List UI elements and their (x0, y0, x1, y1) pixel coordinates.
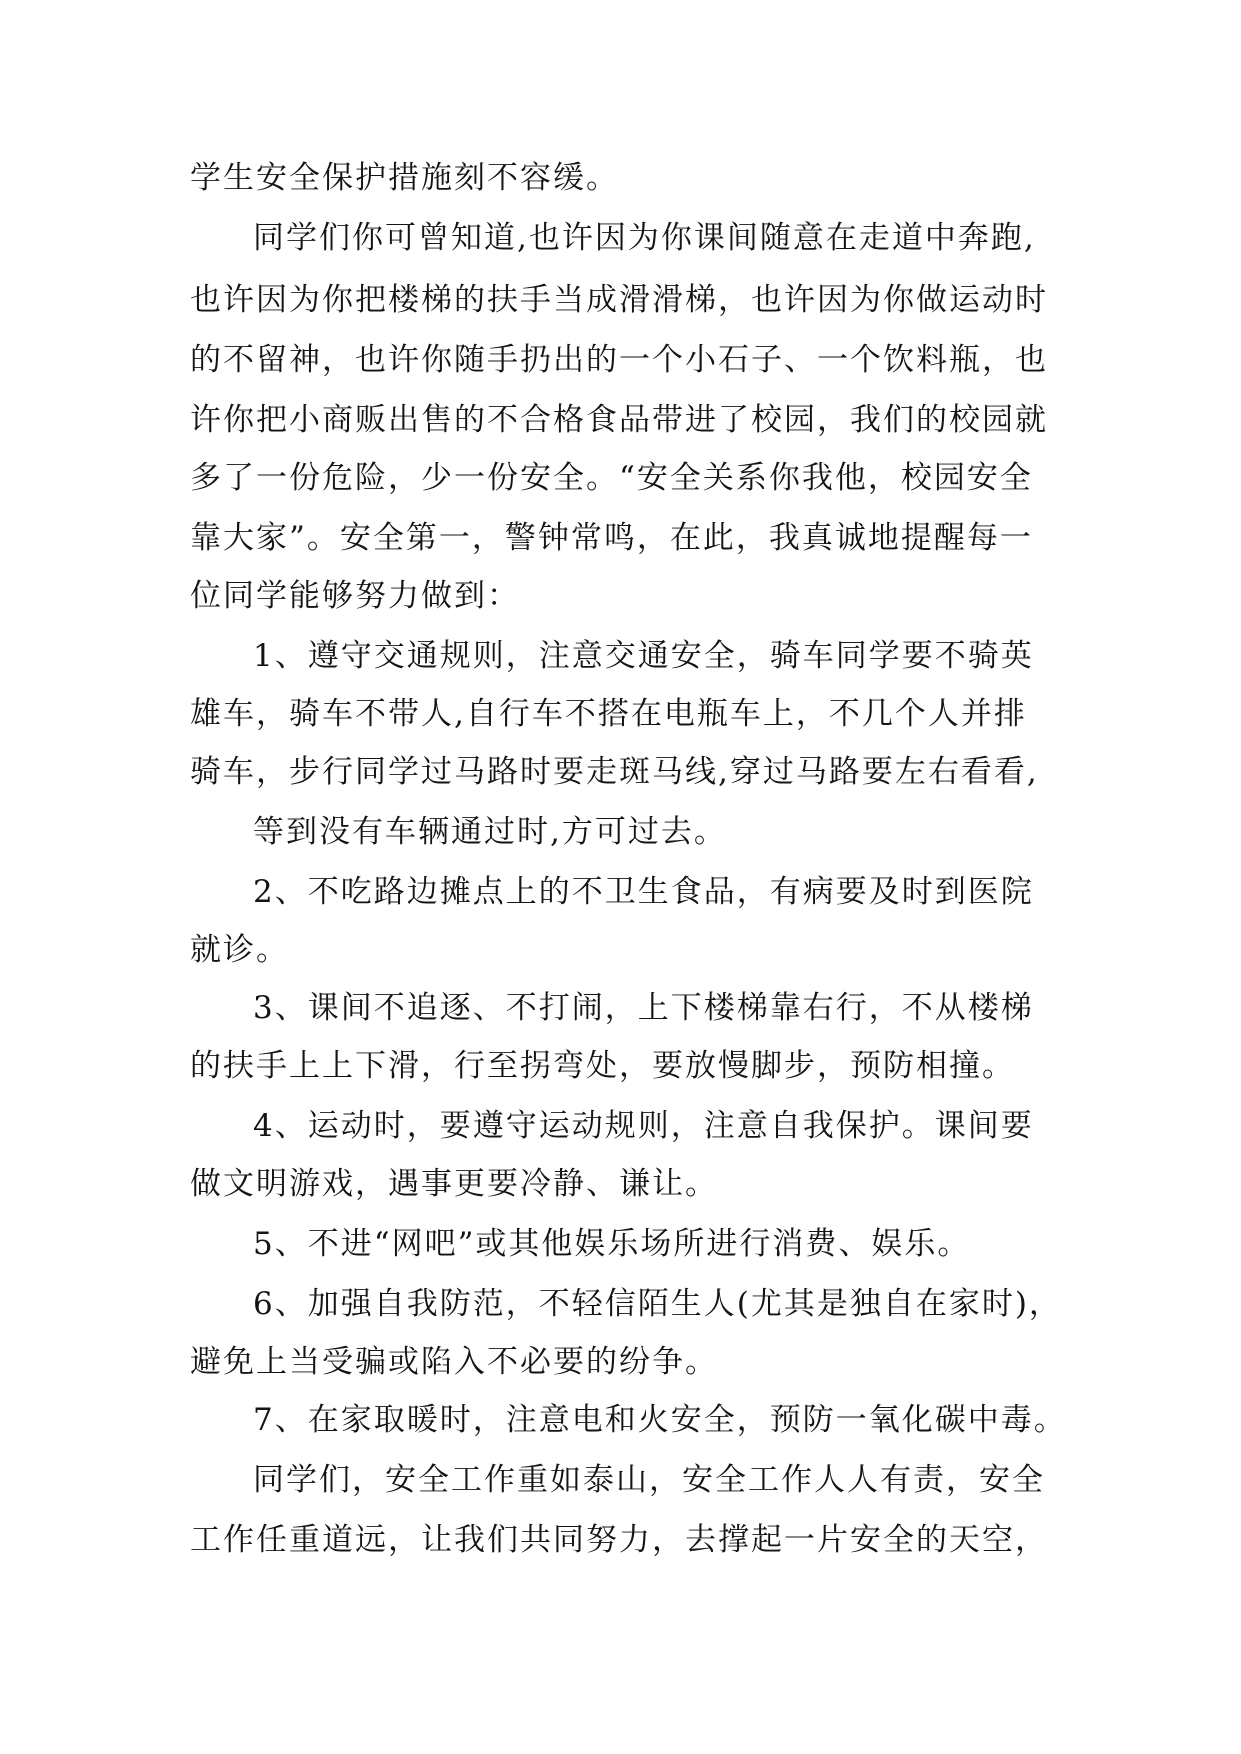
text-line: 的扶手上上下滑，行至拐弯处，要放慢脚步，预防相撞。 (190, 1048, 1015, 1084)
text-line: 许你把小商贩出售的不合格食品带进了校园，我们的校园就 (190, 402, 1048, 438)
text-line: 工作任重道远，让我们共同努力，去撑起一片安全的天空， (190, 1522, 1048, 1558)
text-line: 骑车，步行同学过马路时要走斑马线,穿过马路要左右看看, (190, 754, 1039, 790)
text-line: 也许因为你把楼梯的扶手当成滑滑梯，也许因为你做运动时 (190, 282, 1048, 318)
text-line: 学生安全保护措施刻不容缓。 (190, 160, 619, 196)
text-line: 的不留神，也许你随手扔出的一个小石子、一个饮料瓶，也 (190, 342, 1048, 378)
text-line: 等到没有车辆通过时,方可过去。 (253, 814, 727, 850)
text-line: 靠大家”。安全第一，警钟常鸣，在此，我真诚地提醒每一 (190, 520, 1033, 556)
text-line: 位同学能够努力做到： (190, 578, 520, 614)
text-line: 多了一份危险，少一份安全。“安全关系你我他，校园安全 (190, 460, 1033, 496)
text-line: 雄车，骑车不带人,自行车不搭在电瓶车上，不几个人并排 (190, 696, 1027, 732)
text-line: 3、课间不追逐、不打闹，上下楼梯靠右行，不从楼梯 (253, 990, 1034, 1026)
text-line: 7、在家取暖时，注意电和火安全，预防一氧化碳中毒。 (253, 1402, 1067, 1438)
text-line: 同学们，安全工作重如泰山，安全工作人人有责，安全 (253, 1462, 1045, 1498)
text-line: 做文明游戏，遇事更要冷静、谦让。 (190, 1166, 718, 1202)
text-line: 6、加强自我防范，不轻信陌生人(尤其是独自在家时)， (253, 1286, 1062, 1322)
text-line: 4、运动时，要遵守运动规则，注意自我保护。课间要 (253, 1108, 1034, 1144)
text-line: 1、遵守交通规则，注意交通安全，骑车同学要不骑英 (253, 638, 1034, 674)
text-line: 就诊。 (190, 932, 289, 968)
text-line: 同学们你可曾知道,也许因为你课间随意在走道中奔跑, (253, 220, 1036, 256)
text-line: 5、不进“网吧”或其他娱乐场所进行消费、娱乐。 (253, 1226, 971, 1262)
text-line: 避免上当受骗或陷入不必要的纷争。 (190, 1344, 718, 1380)
text-line: 2、不吃路边摊点上的不卫生食品，有病要及时到医院 (253, 874, 1034, 910)
